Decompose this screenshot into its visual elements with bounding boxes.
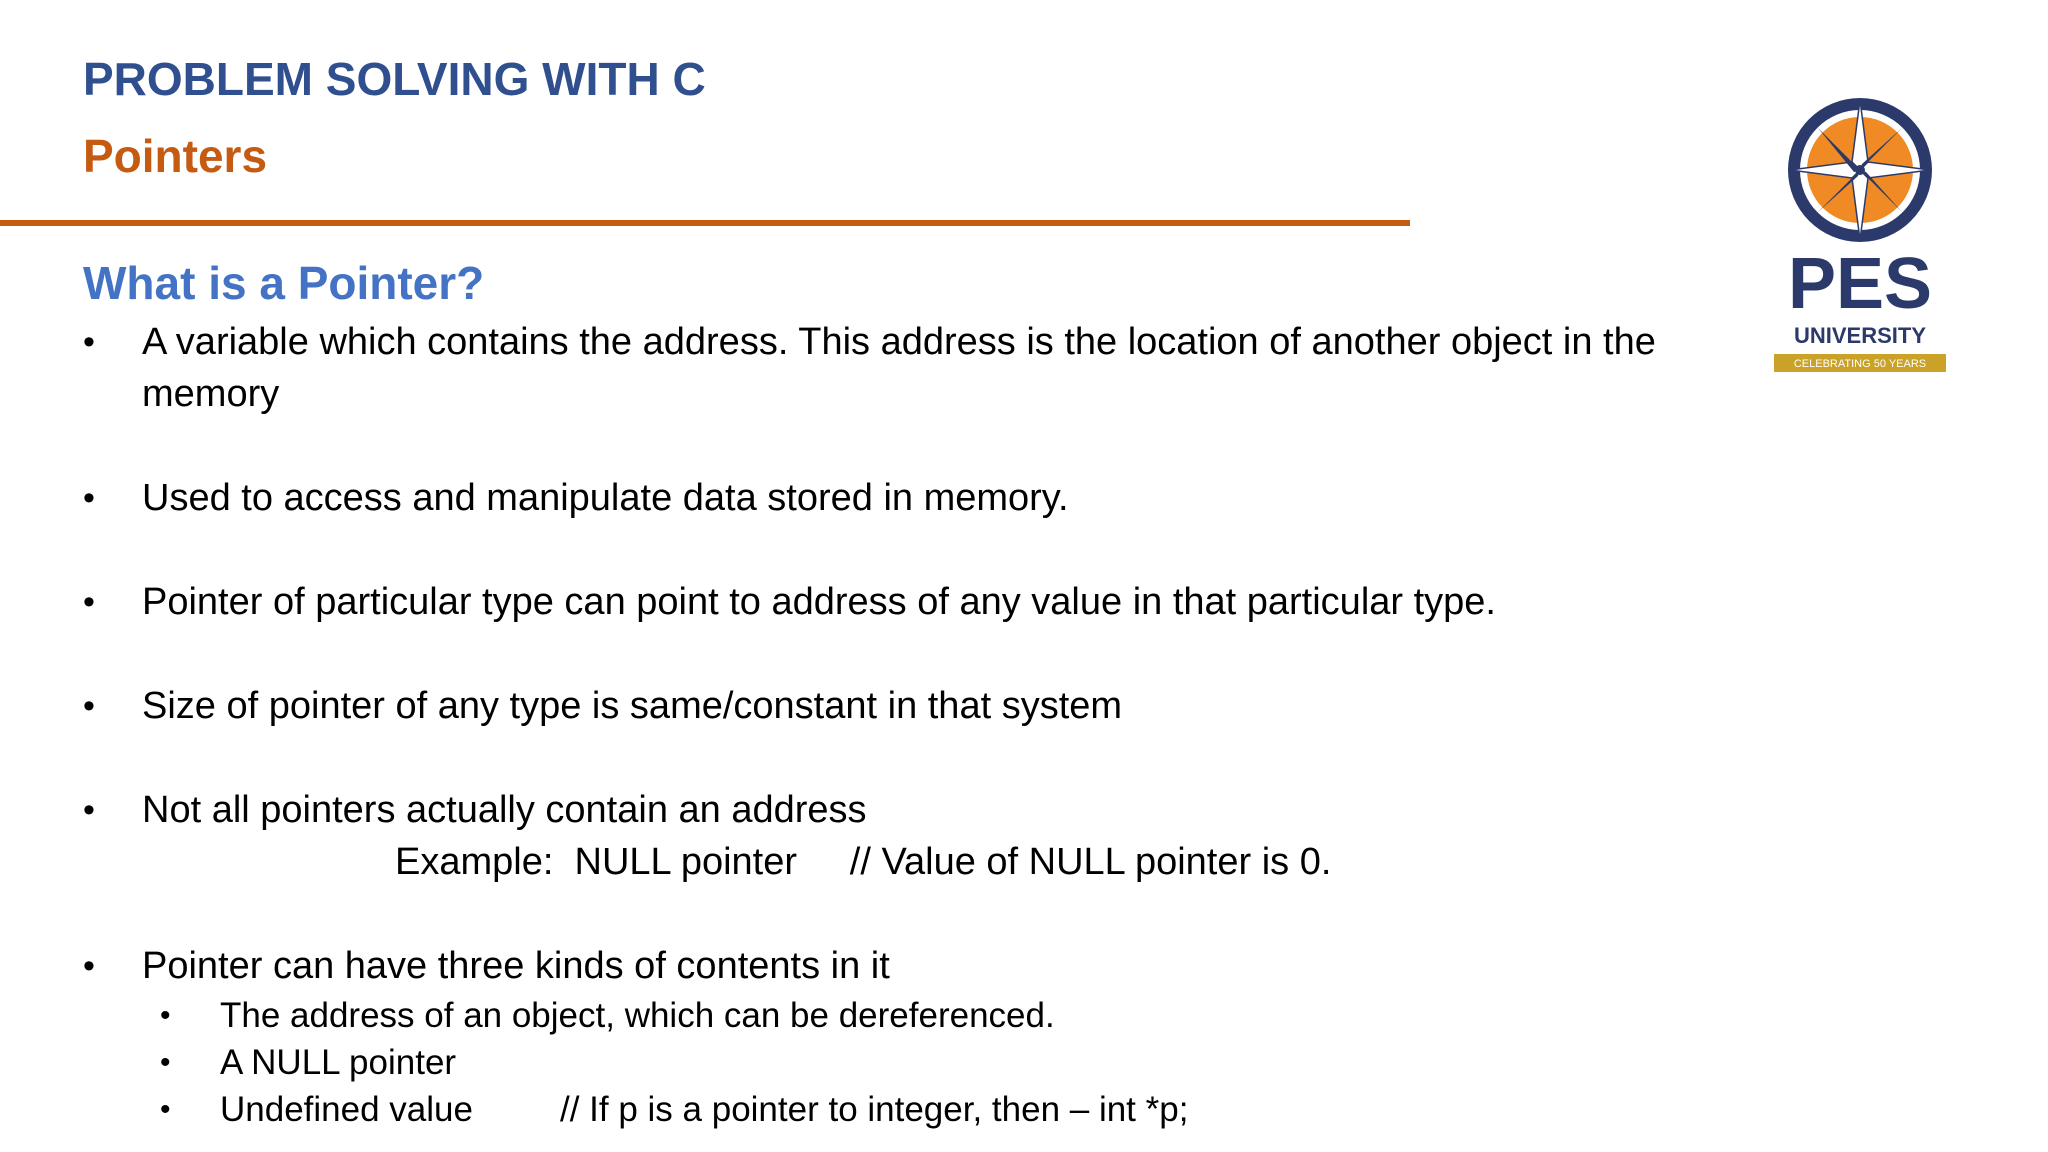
topic-title: Pointers (83, 130, 268, 182)
sub-bullet-2-text: A NULL pointer (220, 1043, 457, 1082)
sub-bullet-3-text: Undefined value (220, 1090, 473, 1129)
logo-name: PES (1787, 244, 1933, 324)
bullet-5-example: Example: NULL pointer // Value of NULL pointer is 0. (395, 841, 1332, 883)
compass-emblem-icon (1788, 98, 1932, 242)
title-divider (0, 220, 1410, 226)
bullet-6-marker: • (83, 947, 95, 985)
bullet-6-text: Pointer can have three kinds of contents in it (142, 945, 890, 987)
sub-bullet-2-marker: • (160, 1046, 171, 1079)
logo-tagline: CELEBRATING 50 YEARS (1793, 358, 1927, 370)
logo-subtitle: UNIVERSITY (1793, 323, 1927, 348)
course-title: PROBLEM SOLVING WITH C (83, 53, 706, 105)
sub-bullet-1-text: The address of an object, which can be dereferenced. (220, 996, 1055, 1035)
bullet-1-marker: • (83, 323, 95, 361)
sub-bullet-3-comment: // If p is a pointer to integer, then – int *p; (560, 1090, 1189, 1129)
bullet-1-text-line1: A variable which contains the address. This address is the location of another object in the (142, 321, 1656, 363)
bullet-4-marker: • (83, 687, 95, 725)
bullet-5-text: Not all pointers actually contain an address (142, 789, 867, 831)
sub-bullet-3-marker: • (160, 1093, 171, 1126)
bullet-2-marker: • (83, 479, 95, 517)
bullet-2-text: Used to access and manipulate data stored in memory. (142, 477, 1069, 519)
bullet-3-marker: • (83, 583, 95, 621)
section-heading: What is a Pointer? (83, 257, 485, 309)
bullet-1-text-line2: memory (142, 373, 280, 415)
pes-university-logo (1770, 98, 1950, 378)
bullet-5-marker: • (83, 791, 95, 829)
sub-bullet-1-marker: • (160, 999, 171, 1032)
bullet-4-text: Size of pointer of any type is same/constant in that system (142, 685, 1123, 727)
bullet-3-text: Pointer of particular type can point to address of any value in that particular type. (142, 581, 1496, 623)
